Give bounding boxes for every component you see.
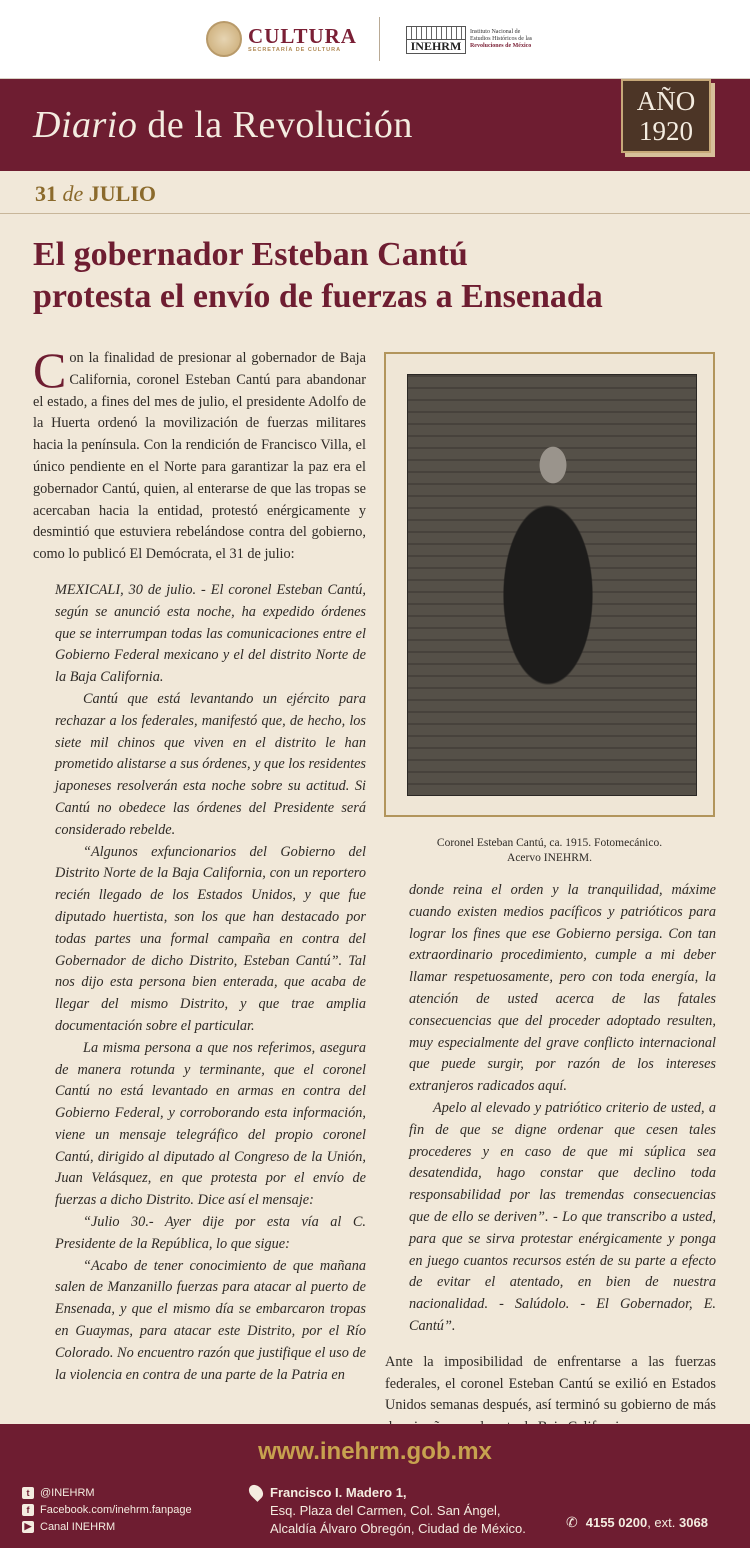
drop-cap: C — [33, 342, 67, 398]
website-link[interactable]: www.inehrm.gob.mx — [258, 1438, 492, 1465]
cultura-name: CULTURA — [248, 24, 357, 48]
year-badge — [621, 79, 711, 153]
cultura-subtitle: SECRETARÍA DE CULTURA — [248, 47, 342, 53]
quote-paragraph: “Acabo de tener conocimiento de que mañana salen de Manzanillo fuerzas para atacar al puerto de Ensenada, y que el mismo día se embarcaron tropas en Guaymas, para atacar este Distrito, por el Río Colorado. No encuentro razón que justifique el uso de la violencia en contra de una parte de la Patria en — [55, 1257, 366, 1383]
location-pin-icon — [246, 1482, 266, 1502]
phone-number[interactable]: ✆ 4155 0200, ext. 3068 — [566, 1514, 708, 1530]
quoted-article-continued — [385, 880, 716, 1338]
photo-frame — [384, 352, 715, 817]
youtube-link[interactable]: ▶ Canal INEHRM — [22, 1518, 192, 1535]
facebook-icon: f — [22, 1504, 34, 1516]
inehrm-description: Instituto Nacional de Estudios Históricos de las Revoluciones de México — [469, 28, 533, 49]
date-divider — [0, 213, 750, 214]
quoted-article — [33, 580, 366, 1386]
quote-paragraph: Cantú que está levantando un ejército para rechazar a los federales, manifestó que, de hecho, los siete mil chinos que viven en el distrito le han prometido alistarse a sus órdenes, y que los residentes japoneses resolverán esta noche sobre su actitud. Si Cantú no obedece las órdenes del Presidente será considerado rebelde. — [55, 690, 366, 838]
national-seal-icon — [206, 21, 242, 57]
year-number: 1920 — [639, 116, 693, 146]
right-column — [385, 880, 716, 1439]
quote-paragraph: La misma persona a que nos referimos, asegura de manera rotunda y terminante, que el coronel Cantú no está levantado en armas en contra del Gobierno Federal, y corroborando esta información, viene un mensaje telegráfico del propio coronel Cantú, dirigido al diputado al Congreso de la Unión, Juan Velásquez, en que protesta por el envío de fuerzas a dicho Distrito. Dice así el mensaje: — [55, 1039, 366, 1209]
inehrm-logo — [406, 24, 544, 54]
cultura-logo — [206, 21, 357, 57]
social-links — [22, 1484, 192, 1535]
portrait-photo — [407, 374, 697, 796]
phone-icon: ✆ — [566, 1514, 578, 1530]
address: Francisco I. Madero 1, Esq. Plaza del Carmen, Col. San Ángel, Alcaldía Álvaro Obregón, Ciudad de México. — [250, 1484, 526, 1538]
quote-paragraph: “Algunos exfuncionarios del Gobierno del Distrito Norte de la Baja California, con un reportero recién llegado de los Estados Unidos, y que fue diputado huertista, son los que han destacado por todas partes una formal campaña en contra del Gobernador de dicho Distrito, Esteban Cantú”. Tal nos dijo esta persona bien enterada, que acaba de llegar del mismo Distrito, y que trae amplia documentación sobre el particular. — [55, 843, 366, 1034]
youtube-icon: ▶ — [22, 1521, 34, 1533]
year-word: AÑO — [636, 86, 696, 116]
intro-paragraph: Con la finalidad de presionar al gobernador de Baja California, coronel Esteban Cantú para abandonar el estado, a fines del mes de julio, el presidente Adolfo de la Huerta ordenó la movilización de fuerzas militares hacia la península. Con la rendición de Francisco Villa, el único pendiente en el Norte para garantizar la paz era el gobernador Cantú, quien, al enterarse de que las tropas se acercaban hacia la entidad, protestó enérgicamente y desmintió que estuviera rebelándose contra del gobierno, como lo publicó El Demócrata, el 31 de julio: — [33, 342, 366, 563]
article-date: 31 de JULIO — [35, 181, 157, 206]
logo-divider — [379, 17, 380, 61]
inehrm-name: INEHRM — [406, 40, 466, 54]
quote-paragraph: MEXICALI, 30 de julio. - El coronel Esteban Cantú, según se anunció esta noche, ha expedido órdenes que se interrumpan todas las comunicaciones entre el Gobierno Federal mexicano y el del distrito Norte de la Baja California. — [55, 581, 366, 686]
building-icon — [406, 24, 466, 54]
quote-paragraph: Apelo al elevado y patriótico criterio de usted, a fin de que se digne ordenar que cesen tales procederes y en caso de que mi súplica sea desatendida, hago constar que declino toda responsabilidad por las tremendas consecuencias que de ello se deriven”. - Lo que transcribo a usted, para que se sirva protestar enérgicamente y ponga en juego cuantos recursos estén de su parte a efecto de evitar el atentado, en bien de nuestra nacionalidad. - Salúdolo. - El Gobernador, E. Cantú”. — [409, 1099, 716, 1334]
quote-paragraph: “Julio 30.- Ayer dije por esta vía al C. Presidente de la República, lo que sigue: — [55, 1214, 366, 1252]
left-column — [33, 342, 366, 1386]
closing-paragraph: Ante la imposibilidad de enfrentarse a las fuerzas federales, el coronel Esteban Cantú se exilió en Estados Unidos semanas después, así terminó su gobierno de más — [385, 1353, 716, 1414]
masthead — [0, 79, 750, 171]
masthead-title: Diario de la Revolución — [33, 104, 413, 146]
facebook-link[interactable]: f Facebook.com/inehrm.fanpage — [22, 1501, 192, 1518]
twitter-link[interactable]: t @INEHRM — [22, 1484, 192, 1501]
quote-paragraph: donde reina el orden y la tranquilidad, máxime cuando existen medios pacíficos y patrióticos para lograr los fines que ese Gobierno persiga. Con tan extraordinario procedimiento, cumple a mi deber llamar respetuosamente, pero con toda energía, la atención de usted acerca de las fatales consecuencias que del proceder adoptado resulten, muy especialmente del grave conflicto internacional que puede surgir, por razón de los intereses extranjeros radicados aquí. — [409, 882, 716, 1095]
headline: El gobernador Esteban Cantú protesta el envío de fuerzas a Ensenada — [33, 236, 603, 315]
photo-caption: Coronel Esteban Cantú, ca. 1915. Fotomecánico. Acervo INEHRM. — [436, 837, 663, 864]
footer — [0, 1424, 750, 1548]
twitter-icon: t — [22, 1487, 34, 1499]
logo-bar — [0, 0, 750, 79]
